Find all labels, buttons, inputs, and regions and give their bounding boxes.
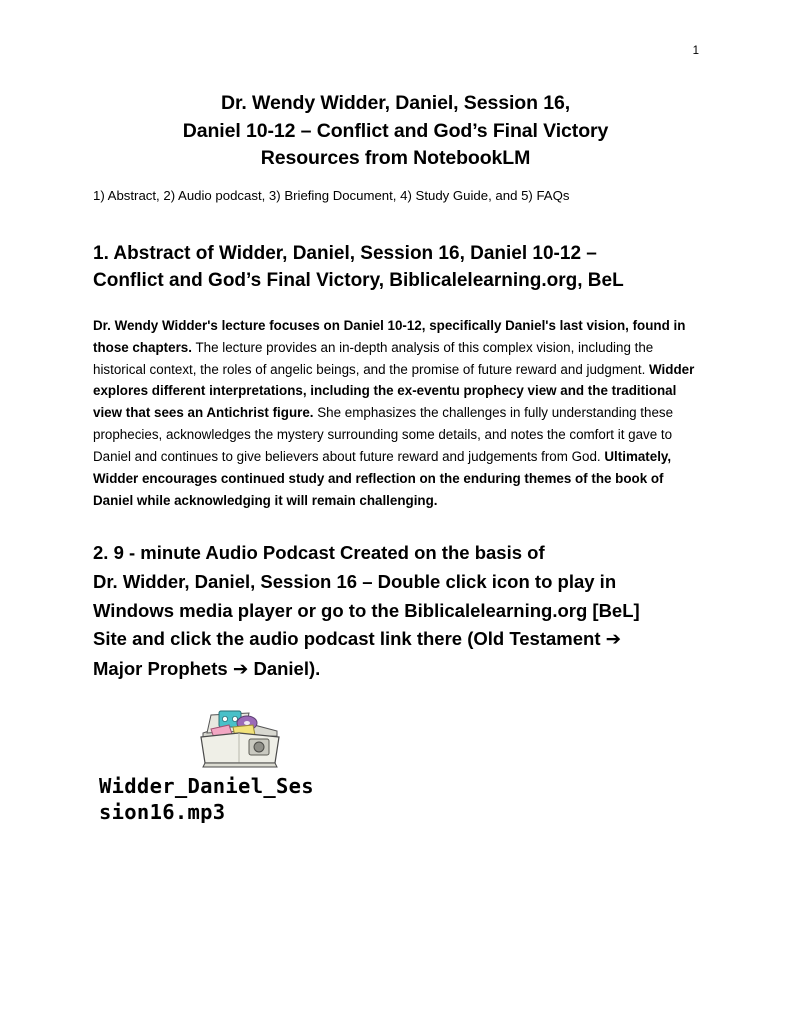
section-2-heading-line-3: Windows media player or go to the Biblicalelearning.org [BeL] [93,599,640,621]
section-2-heading-line-4-text: Site and click the audio podcast link there (Old Testament [93,628,606,650]
document-title [93,90,698,173]
title-line-1: Dr. Wendy Widder, Daniel, Session 16, [220,92,571,114]
page-number: 1 [692,45,699,57]
section-2-heading-line-5-text-a: Major Prophets [93,658,233,680]
abstract-bold-1: Dr. Wendy Widder's lecture focuses on Daniel 10-12, specifically Daniel's last vision, found in those chapters. [93,317,686,355]
section-2-heading-line-5 [93,655,698,685]
embedded-audio-object[interactable] [93,703,698,833]
section-2-heading-line-2: Dr. Widder, Daniel, Session 16 – Double click icon to play in [93,571,617,593]
abstract-paragraph [93,315,698,512]
abstract-plain-2: She emphasizes the challenges in fully understanding these prophecies, acknowledges the mystery surrounding some details, and notes the comfort it gave to Daniel and continues to give believers about future reward and judgements from God. [93,405,674,464]
section-2-heading-line-5-text-b: Daniel). [248,658,321,680]
title-line-3: Resources from NotebookLM [260,147,531,170]
abstract-bold-3: Ultimately, Widder encourages continued study and reflection on the enduring themes of the book of Daniel while acknowledging it will remain challenging. [93,448,672,508]
section-2-heading-line-4 [93,625,698,655]
arrow-right-icon-2: ➔ [232,659,249,681]
section-1-heading-line-1: 1. Abstract of Widder, Daniel, Session 16, Daniel 10-12 – [93,242,597,264]
section-2-heading-line-1: 2. 9 - minute Audio Podcast Created on the basis of [93,542,545,564]
abstract-plain-1: The lecture provides an in-depth analysis of this complex vision, including the historical context, the roles of angelic beings, and the promise of future reward and judgment. [93,339,654,377]
arrow-right-icon: ➔ [605,629,622,651]
document-content [93,90,698,833]
section-1-heading-line-2: Conflict and God’s Final Victory, Biblicalelearning.org, BeL [93,269,624,291]
audio-file-name-line-1: Widder_Daniel_Ses [99,773,314,798]
title-line-2: Daniel 10-12 – Conflict and God’s Final Victory [182,119,609,142]
section-2-heading [93,539,698,684]
audio-file-name-line-2: sion16.mp3 [99,800,226,824]
abstract-bold-2: Widder explores different interpretations, including the ex-eventu prophecy view and the traditional view that sees an Antichrist figure. [93,361,695,421]
audio-file-name [99,773,429,825]
resource-list-subtitle: 1) Abstract, 2) Audio podcast, 3) Briefing Document, 4) Study Guide, and 5) FAQs [93,188,570,204]
mp3-file-icon[interactable] [189,703,285,775]
section-1-heading [93,241,698,295]
